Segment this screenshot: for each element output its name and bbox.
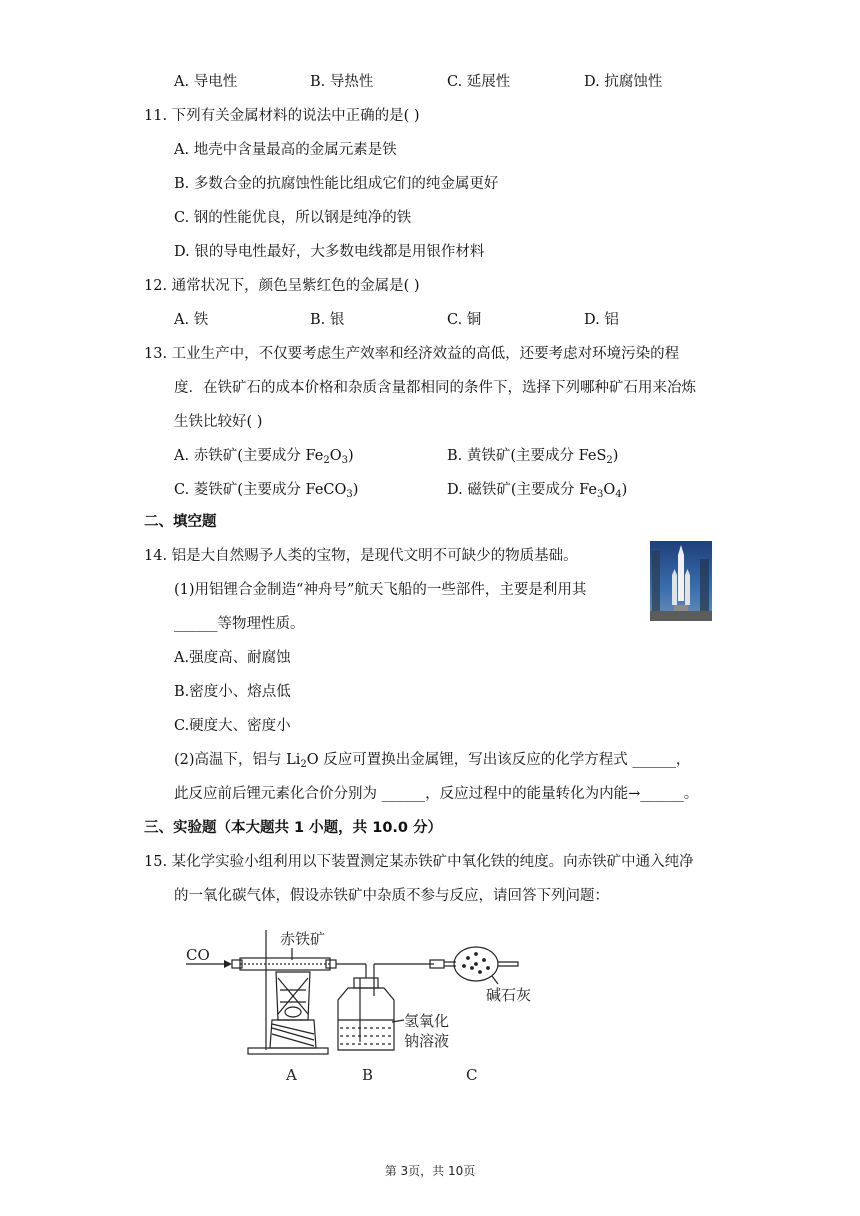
hematite-label: 赤铁矿 — [280, 930, 326, 948]
q14-part2-line2: 此反应前后锂元素化合价分别为 ______，反应过程中的能量转化为内能→______。 — [174, 786, 699, 802]
q14-option-a: A.强度高、耐腐蚀 — [174, 650, 291, 666]
q14-part2-line1: (2)高温下，铝与 $Li_2O$ 反应可置换出金属锂，写出该反应的化学方程式 ______， — [174, 752, 691, 770]
sodalime-label: 碱石灰 — [486, 986, 532, 1004]
q15-stem-line1: 15. 某化学实验小组利用以下装置测定某赤铁矿中氧化铁的纯度。向赤铁矿中通入纯净 — [144, 854, 694, 870]
apparatus-diagram — [180, 920, 560, 1090]
q14-option-c: C.硬度大、密度小 — [174, 718, 291, 734]
naoh-label-line2: 钠溶液 — [404, 1032, 450, 1050]
q13-option-d: D. 磁铁矿(主要成分 $Fe_3O_4$) — [447, 482, 628, 500]
q11-stem: 11. 下列有关金属材料的说法中正确的是( ) — [144, 108, 420, 124]
page-footer: 第 3页，共 10页 — [384, 1164, 476, 1178]
apparatus-label-b: B — [362, 1066, 374, 1084]
q14-part1-line1: (1)用铝锂合金制造“神舟号”航天飞船的一些部件，主要是利用其 — [174, 582, 587, 598]
q12-option-d: D. 铝 — [584, 312, 619, 328]
q10-option-a: A. 导电性 — [174, 74, 238, 90]
q13-option-a: A. 赤铁矿(主要成分 $Fe_2O_3$) — [174, 448, 354, 466]
co-label: CO — [186, 946, 210, 964]
q11-option-d: D. 银的导电性最好，大多数电线都是用银作材料 — [174, 244, 485, 260]
section-fill-in-heading: 二、填空题 — [144, 514, 217, 530]
q12-stem: 12. 通常状况下，颜色呈紫红色的金属是( ) — [144, 278, 420, 294]
q12-option-c: C. 铜 — [447, 312, 482, 328]
naoh-label-line1: 氢氧化 — [404, 1012, 450, 1030]
q15-stem-line2: 的一氧化碳气体，假设赤铁矿中杂质不参与反应，请回答下列问题： — [174, 888, 609, 904]
q13-option-b: B. 黄铁矿(主要成分 FeS$_2$) — [447, 448, 619, 466]
q13-option-c: C. 菱铁矿(主要成分 FeCO$_3$) — [174, 482, 359, 500]
q11-option-c: C. 钢的性能优良，所以钢是纯净的铁 — [174, 210, 412, 226]
q13-stem-line1: 13. 工业生产中，不仅要考虑生产效率和经济效益的高低，还要考虑对环境污染的程 — [144, 346, 680, 362]
apparatus-label-c: C — [466, 1066, 478, 1084]
rocket-photo — [650, 541, 712, 621]
q13-stem-line2: 度．在铁矿石的成本价格和杂质含量都相同的条件下，选择下列哪种矿石用来冶炼 — [174, 380, 696, 396]
section-experiment-heading: 三、实验题（本大题共 1 小题，共 10.0 分） — [144, 820, 443, 836]
q11-option-b: B. 多数合金的抗腐蚀性能比组成它们的纯金属更好 — [174, 176, 499, 192]
q11-option-a: A. 地壳中含量最高的金属元素是铁 — [174, 142, 397, 158]
q12-option-b: B. 银 — [310, 312, 345, 328]
q10-option-d: D. 抗腐蚀性 — [584, 74, 663, 90]
q14-option-b: B.密度小、熔点低 — [174, 684, 291, 700]
apparatus-label-a: A — [286, 1066, 297, 1084]
q14-stem: 14. 铝是大自然赐予人类的宝物，是现代文明不可缺少的物质基础。 — [144, 548, 578, 564]
q10-option-b: B. 导热性 — [310, 74, 374, 90]
q10-option-c: C. 延展性 — [447, 74, 511, 90]
q13-stem-line3: 生铁比较好( ) — [174, 414, 263, 430]
q12-option-a: A. 铁 — [174, 312, 209, 328]
q14-part1-line2: ______等物理性质。 — [174, 616, 305, 632]
